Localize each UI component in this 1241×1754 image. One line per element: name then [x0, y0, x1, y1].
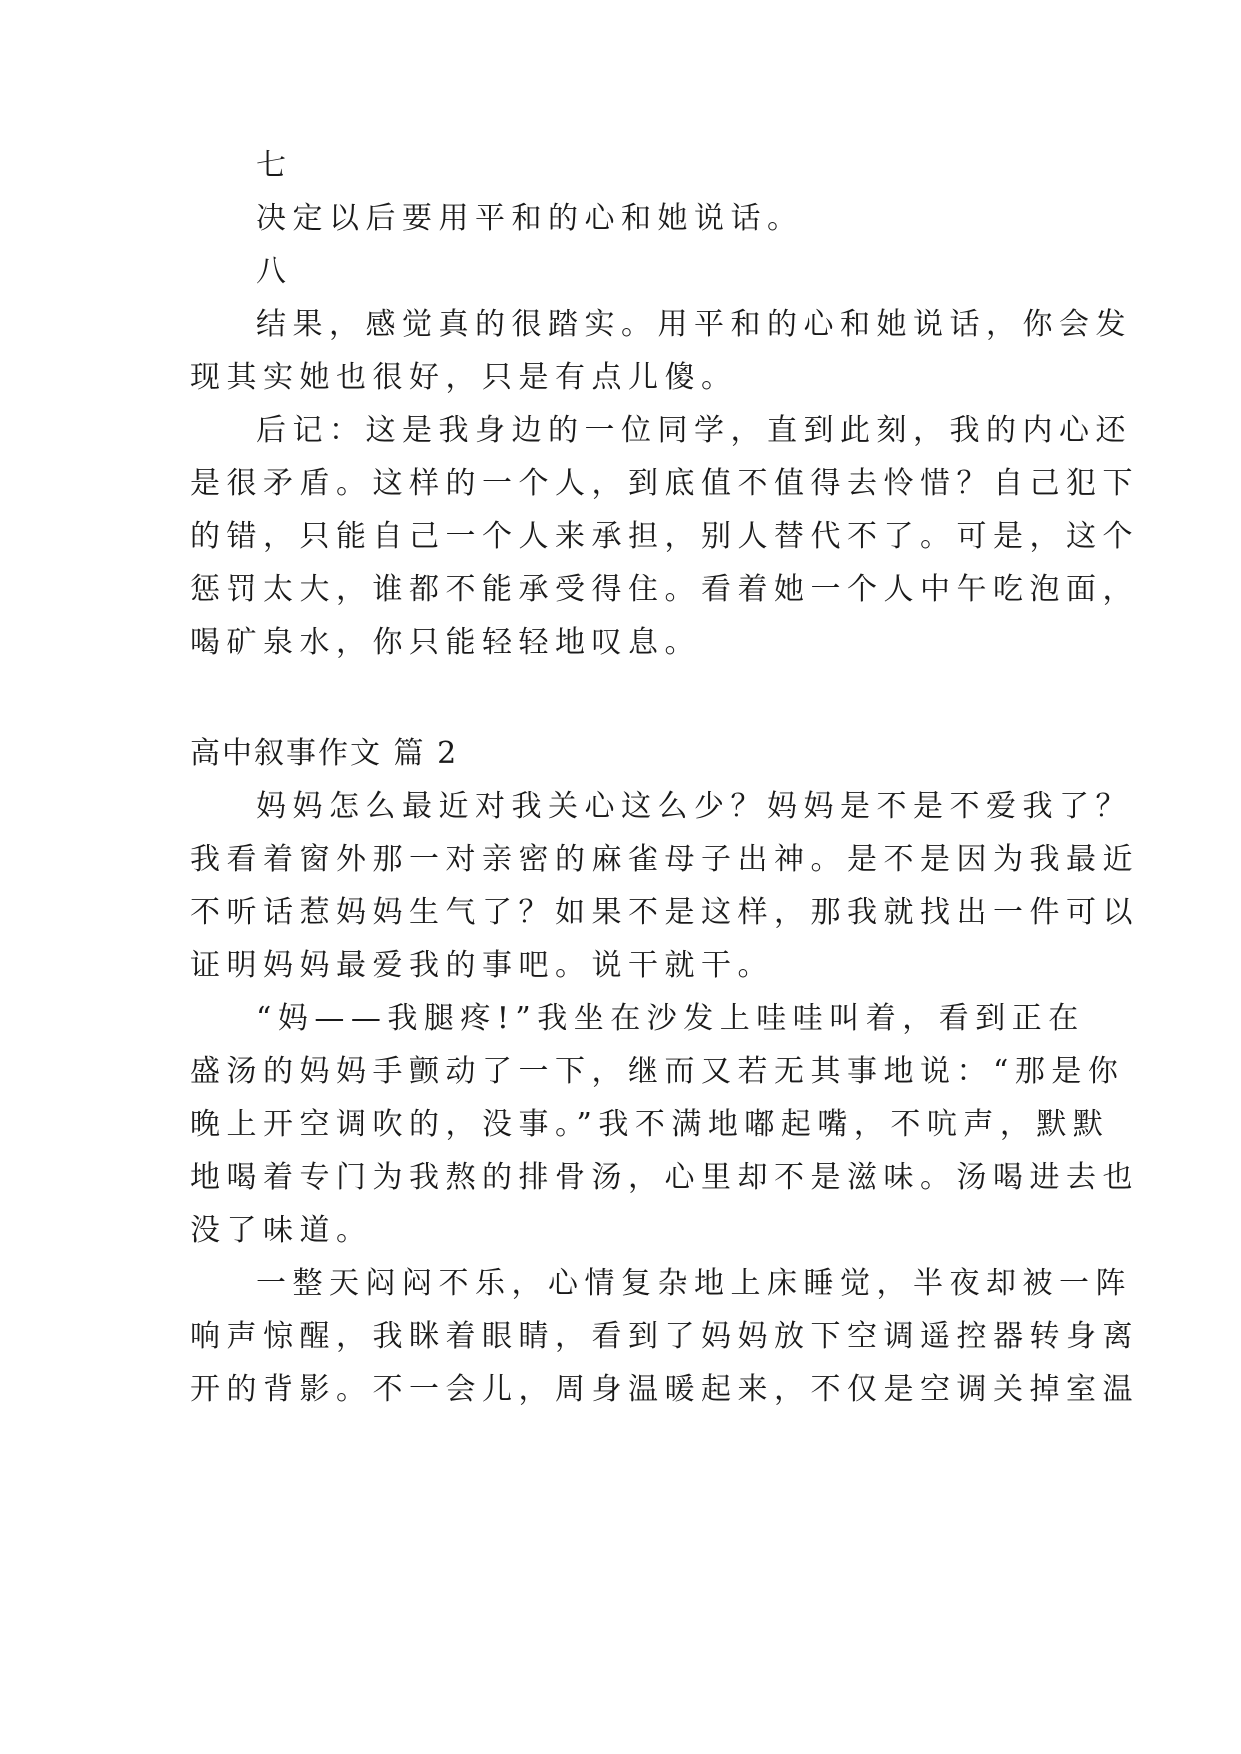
paragraph-leg-pain-line: “妈——我腿疼!”我坐在沙发上哇哇叫着，看到正在	[256, 1001, 1085, 1036]
paragraph-night-line: 响声惊醒，我眯着眼睛，看到了妈妈放下空调遥控器转身离	[190, 1319, 1139, 1354]
paragraph-night-line: 开的背影。不一会儿，周身温暖起来，不仅是空调关掉室温	[190, 1372, 1139, 1407]
paragraph-leg-pain-line: 没了味道。	[190, 1213, 373, 1248]
paragraph-mother-line: 证明妈妈最爱我的事吧。说干就干。	[190, 948, 774, 983]
paragraph-leg-pain-line: 盛汤的妈妈手颤动了一下，继而又若无其事地说：“那是你	[190, 1054, 1125, 1089]
paragraph-decision: 决定以后要用平和的心和她说话。	[256, 201, 804, 236]
paragraph-mother-line: 我看着窗外那一对亲密的麻雀母子出神。是不是因为我最近	[190, 842, 1139, 877]
paragraph-postscript-line: 惩罚太大，谁都不能承受得住。看着她一个人中午吃泡面，	[190, 572, 1139, 607]
paragraph-postscript-line: 喝矿泉水，你只能轻轻地叹息。	[190, 625, 701, 660]
paragraph-eight: 八	[256, 254, 293, 289]
paragraph-mother-line: 不听话惹妈妈生气了？如果不是这样，那我就找出一件可以	[190, 895, 1139, 930]
paragraph-leg-pain-line: 晚上开空调吹的，没事。”我不满地嘟起嘴，不吭声，默默	[190, 1107, 1110, 1142]
paragraph-leg-pain-line: 地喝着专门为我熬的排骨汤，心里却不是滋味。汤喝进去也	[190, 1160, 1139, 1195]
paragraph-postscript-line: 后记：这是我身边的一位同学，直到此刻，我的内心还	[256, 413, 1132, 448]
paragraph-seven: 七	[256, 148, 293, 183]
paragraph-mother-line: 妈妈怎么最近对我关心这么少？妈妈是不是不爱我了？	[256, 789, 1132, 824]
paragraph-postscript-line: 是很矛盾。这样的一个人，到底值不值得去怜惜？自己犯下	[190, 466, 1139, 501]
paragraph-result-line: 结果，感觉真的很踏实。用平和的心和她说话，你会发	[256, 307, 1132, 342]
paragraph-night-line: 一整天闷闷不乐，心情复杂地上床睡觉，半夜却被一阵	[256, 1266, 1132, 1301]
paragraph-postscript-line: 的错，只能自己一个人来承担，别人替代不了。可是，这个	[190, 519, 1139, 554]
essay-heading: 高中叙事作文 篇 2	[190, 736, 459, 771]
paragraph-result-line: 现其实她也很好，只是有点儿傻。	[190, 360, 738, 395]
